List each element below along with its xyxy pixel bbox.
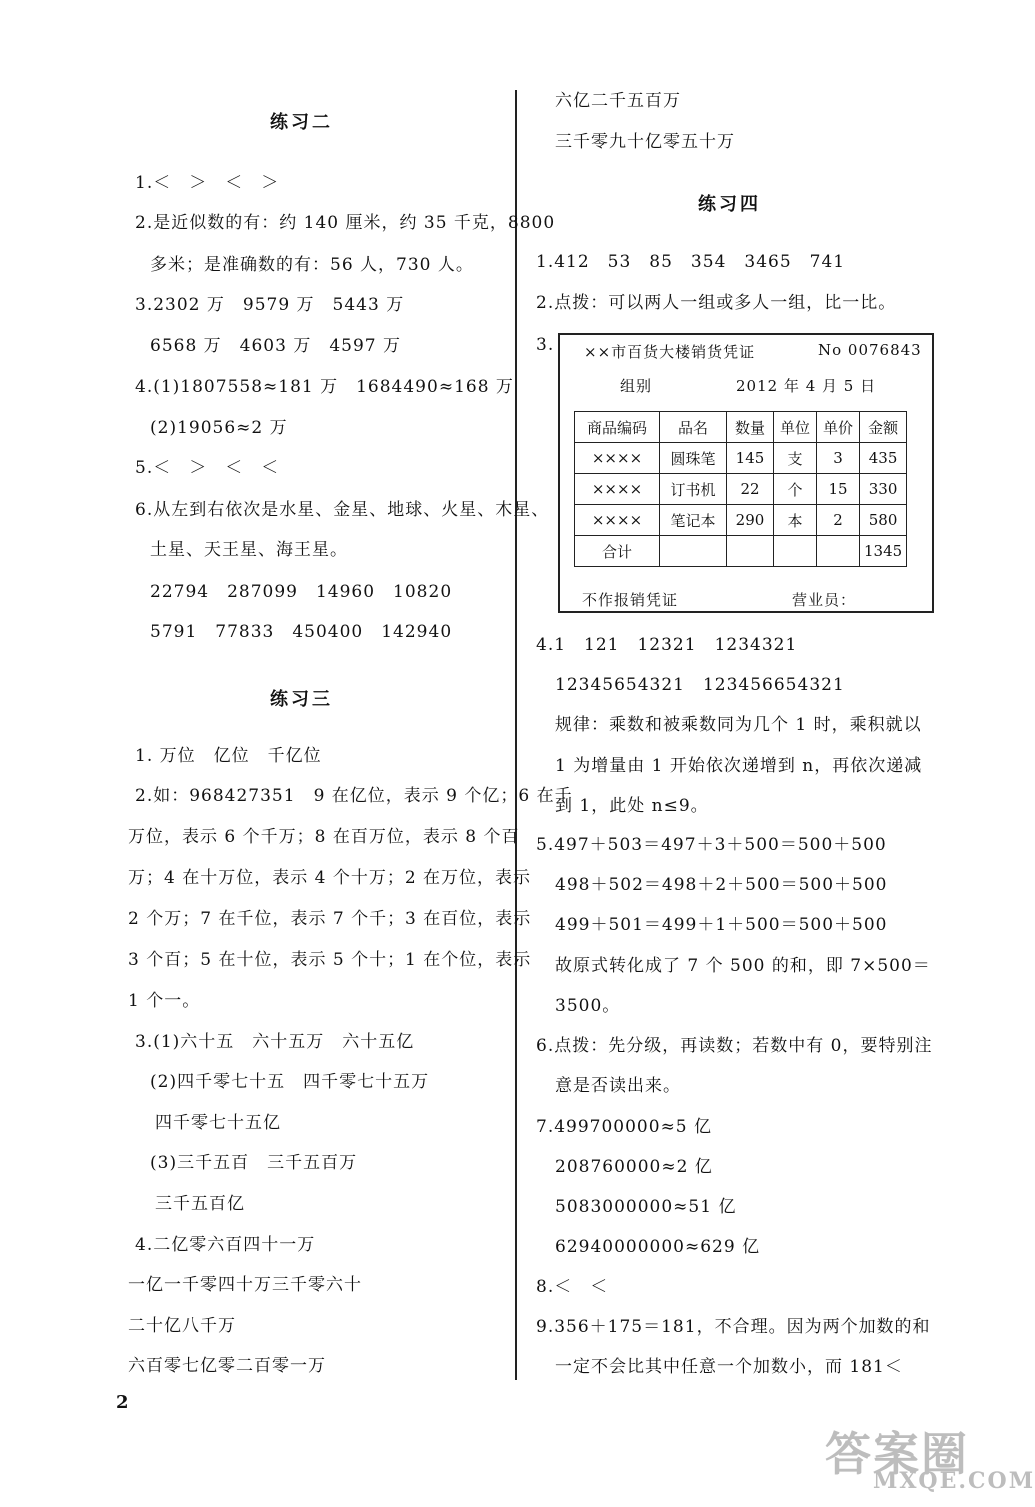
cell: 支 bbox=[774, 443, 817, 474]
right-line: 2.点拨：可以两人一组或多人一组，比一比。 bbox=[536, 293, 897, 313]
cell: 笔记本 bbox=[660, 505, 727, 536]
right-line: 意是否读出来。 bbox=[555, 1076, 681, 1096]
left-line: 1 个一。 bbox=[128, 991, 201, 1011]
cell: 330 bbox=[860, 474, 907, 505]
left-line: 2.如：968427351 9 在亿位，表示 9 个亿；6 在千 bbox=[135, 786, 573, 806]
cell: 145 bbox=[727, 443, 774, 474]
left-line: 万位，表示 6 个千万；8 在百万位，表示 8 个百 bbox=[128, 827, 520, 847]
right-line: 3. bbox=[536, 335, 555, 355]
left-line: 六百零七亿零二百零一万 bbox=[128, 1356, 326, 1376]
watermark-logo bbox=[825, 1418, 1035, 1496]
left-line: 1. 万位 亿位 千亿位 bbox=[135, 746, 322, 766]
receipt-header: ××市百货大楼销货凭证 bbox=[584, 343, 756, 361]
col-header: 单位 bbox=[774, 412, 817, 443]
watermark-url: MXQE.COM bbox=[873, 1468, 1035, 1494]
left-line: 5791 77833 450400 142940 bbox=[150, 622, 453, 642]
cell: 2 bbox=[817, 505, 860, 536]
col-header: 品名 bbox=[660, 412, 727, 443]
left-line: 4.(1)1807558≈181 万 1684490≈168 万 bbox=[135, 377, 514, 397]
receipt-table bbox=[574, 411, 907, 567]
cell: 个 bbox=[774, 474, 817, 505]
cell: 580 bbox=[860, 505, 907, 536]
cell: ×××× bbox=[575, 443, 660, 474]
right-line: 499＋501＝499＋1＋500＝500＋500 bbox=[555, 915, 888, 935]
table-row bbox=[575, 505, 907, 536]
left-line: 多米；是准确数的有：56 人，730 人。 bbox=[150, 255, 474, 275]
page-number: 2 bbox=[116, 1392, 129, 1413]
left-line: 3.2302 万 9579 万 5443 万 bbox=[135, 295, 405, 315]
col-header: 单价 bbox=[817, 412, 860, 443]
left-line: (2)四千零七十五 四千零七十五万 bbox=[150, 1072, 430, 1092]
right-line: 9.356＋175＝181，不合理。因为两个加数的和 bbox=[536, 1317, 931, 1337]
left-line: 2 个万；7 在千位，表示 7 个千；3 在百位，表示 bbox=[128, 909, 532, 929]
receipt-number: No 0076843 bbox=[818, 341, 922, 359]
section-title-exercise-4: 练习四 bbox=[698, 194, 761, 215]
left-line: (2)19056≈2 万 bbox=[150, 418, 288, 438]
right-line: 三千零九十亿零五十万 bbox=[555, 132, 735, 152]
right-line: 3500。 bbox=[555, 996, 621, 1016]
left-line: 一亿一千零四十万三千零六十 bbox=[128, 1275, 362, 1295]
cell: 290 bbox=[727, 505, 774, 536]
right-line: 5083000000≈51 亿 bbox=[555, 1197, 737, 1217]
right-line: 12345654321 123456654321 bbox=[555, 675, 845, 695]
col-header: 金额 bbox=[860, 412, 907, 443]
table-row bbox=[575, 474, 907, 505]
left-line: 4.二亿零六百四十一万 bbox=[135, 1235, 316, 1255]
cell bbox=[774, 536, 817, 567]
cell: 22 bbox=[727, 474, 774, 505]
table-row bbox=[575, 443, 907, 474]
right-line: 4.1 121 12321 1234321 bbox=[536, 635, 798, 655]
col-header: 商品编码 bbox=[575, 412, 660, 443]
right-line: 1.412 53 85 354 3465 741 bbox=[536, 252, 846, 272]
right-line: 62940000000≈629 亿 bbox=[555, 1237, 761, 1257]
left-line: 土星、天王星、海王星。 bbox=[150, 540, 348, 560]
receipt-footer-note: 不作报销凭证 bbox=[582, 591, 679, 609]
receipt-clerk-label: 营业员： bbox=[792, 591, 857, 609]
left-line: 3 个百；5 在十位，表示 5 个十；1 在个位，表示 bbox=[128, 950, 532, 970]
right-line: 8.＜ ＜ bbox=[536, 1277, 609, 1297]
section-title-exercise-2: 练习二 bbox=[270, 112, 333, 133]
cell: 435 bbox=[860, 443, 907, 474]
right-line: 1 为增量由 1 开始依次递增到 n，再依次递减 bbox=[555, 756, 923, 776]
right-line: 498＋502＝498＋2＋500＝500＋500 bbox=[555, 875, 888, 895]
left-line: 6568 万 4603 万 4597 万 bbox=[150, 336, 402, 356]
left-line: 万；4 在十万位，表示 4 个十万；2 在万位，表示 bbox=[128, 868, 532, 888]
left-line: 四千零七十五亿 bbox=[155, 1113, 281, 1133]
right-line: 一定不会比其中任意一个加数小，而 181＜ bbox=[555, 1357, 903, 1377]
right-line: 故原式转化成了 7 个 500 的和，即 7×500＝ bbox=[555, 956, 931, 976]
section-title-exercise-3: 练习三 bbox=[270, 689, 333, 710]
left-line: 三千五百亿 bbox=[155, 1194, 245, 1214]
right-line: 5.497＋503＝497＋3＋500＝500＋500 bbox=[536, 835, 887, 855]
left-line: 22794 287099 14960 10820 bbox=[150, 582, 453, 602]
right-line: 规律：乘数和被乘数同为几个 1 时，乘积就以 bbox=[555, 715, 922, 735]
left-line: 2.是近似数的有：约 140 厘米，约 35 千克，8800 bbox=[135, 213, 556, 233]
table-header-row bbox=[575, 412, 907, 443]
cell bbox=[817, 536, 860, 567]
watermark-text: 答案圈 bbox=[825, 1427, 969, 1481]
col-header: 数量 bbox=[727, 412, 774, 443]
table-total-row bbox=[575, 536, 907, 567]
sales-receipt bbox=[558, 333, 934, 613]
left-line: 二十亿八千万 bbox=[128, 1316, 236, 1336]
left-line: 6.从左到右依次是水星、金星、地球、火星、木星、 bbox=[135, 500, 550, 520]
cell bbox=[660, 536, 727, 567]
total-label: 合计 bbox=[575, 536, 660, 567]
left-line: (3)三千五百 三千五百万 bbox=[150, 1153, 358, 1173]
left-line: 1.＜ ＞ ＜ ＞ bbox=[135, 173, 280, 193]
right-line: 7.499700000≈5 亿 bbox=[536, 1117, 713, 1137]
cell: 3 bbox=[817, 443, 860, 474]
right-line: 六亿二千五百万 bbox=[555, 91, 681, 111]
cell: 圆珠笔 bbox=[660, 443, 727, 474]
cell: 订书机 bbox=[660, 474, 727, 505]
cell: ×××× bbox=[575, 474, 660, 505]
total-value: 1345 bbox=[860, 536, 907, 567]
receipt-date: 2012 年 4 月 5 日 bbox=[736, 377, 877, 395]
left-line: 3.(1)六十五 六十五万 六十五亿 bbox=[135, 1032, 415, 1052]
column-divider bbox=[515, 90, 517, 1380]
cell: ×××× bbox=[575, 505, 660, 536]
left-line: 5.＜ ＞ ＜ ＜ bbox=[135, 458, 280, 478]
right-line: 到 1，此处 n≤9。 bbox=[555, 796, 709, 816]
cell: 本 bbox=[774, 505, 817, 536]
cell bbox=[727, 536, 774, 567]
right-line: 208760000≈2 亿 bbox=[555, 1157, 713, 1177]
right-line: 6.点拨：先分级，再读数；若数中有 0，要特别注 bbox=[536, 1036, 933, 1056]
receipt-group-label: 组别 bbox=[620, 377, 653, 395]
cell: 15 bbox=[817, 474, 860, 505]
